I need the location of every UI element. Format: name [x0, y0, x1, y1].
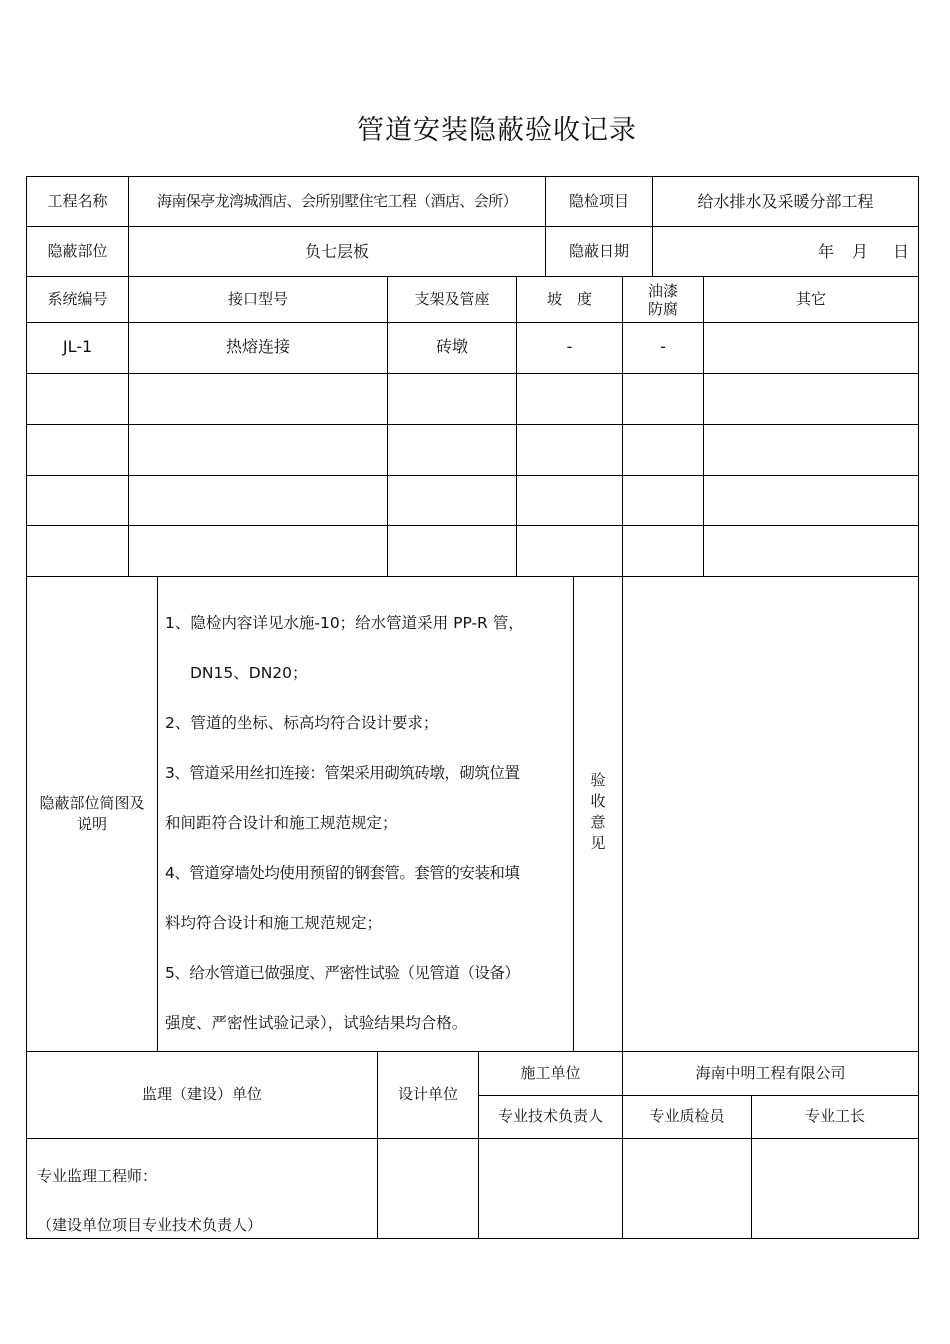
table-cell [622, 475, 704, 526]
design-signature-cell [377, 1138, 479, 1239]
table-cell [128, 373, 388, 425]
acceptance-label-text: 验收意见 [590, 771, 606, 852]
table-cell [26, 475, 129, 526]
row1-joint-type: 热熔连接 [225, 337, 290, 356]
table-cell [26, 424, 129, 476]
foreman-signature-cell [751, 1138, 919, 1239]
table-cell [128, 424, 388, 476]
description-line-5: 和间距符合设计和施工规范规定； [165, 814, 398, 832]
col-header-support: 支架及管座 [414, 290, 490, 309]
col-header-anticorrosion: 油漆 防腐 [647, 281, 678, 318]
col-header-joint-type: 接口型号 [227, 290, 288, 309]
col-header-other: 其它 [795, 290, 826, 309]
construction-company: 海南中明工程有限公司 [695, 1063, 846, 1082]
table-cell [703, 424, 919, 476]
construction-label: 施工单位 [520, 1063, 581, 1082]
owner-tech-lead-label: （建设单位项目专业技术负责人） [37, 1216, 263, 1234]
acceptance-content-cell [622, 576, 919, 1052]
description-label: 隐蔽部位简图及说明 [39, 794, 145, 833]
supervision-label: 监理（建设）单位 [141, 1084, 262, 1103]
table-cell [26, 373, 129, 425]
row1-slope: - [566, 337, 573, 356]
row1-system-no: JL-1 [62, 337, 93, 356]
document-title: 管道安装隐蔽验收记录 [357, 115, 637, 146]
quality-inspector-signature-cell [622, 1138, 752, 1239]
table-cell [622, 525, 704, 577]
table-cell [26, 525, 129, 577]
table-cell [703, 475, 919, 526]
row1-support: 砖墩 [435, 337, 468, 356]
table-cell [387, 373, 517, 425]
hidden-part-label: 隐蔽部位 [47, 242, 108, 261]
foreman-label: 专业工长 [804, 1107, 865, 1126]
description-text [165, 603, 570, 1053]
table-cell [516, 424, 623, 476]
table-cell [128, 525, 388, 577]
tech-lead-signature-cell [478, 1138, 623, 1239]
col-header-slope: 坡 度 [546, 290, 592, 309]
project-name-value: 海南保亭龙湾城酒店、会所别墅住宅工程（酒店、会所） [156, 192, 517, 211]
date-year: 年 [817, 241, 834, 261]
description-line-3: 2、管道的坐标、标高均符合设计要求； [165, 714, 439, 732]
quality-inspector-label: 专业质检员 [649, 1107, 725, 1126]
table-cell [387, 424, 517, 476]
description-line-8: 5、给水管道已做强度、严密性试验（见管道（设备） [165, 964, 520, 982]
table-cell [387, 525, 517, 577]
table-cell [622, 424, 704, 476]
table-cell [516, 373, 623, 425]
date-month: 月 [851, 241, 868, 261]
supervisor-engineer-label: 专业监理工程师： [37, 1167, 158, 1185]
date-day: 日 [892, 241, 909, 261]
inspection-item-label: 隐检项目 [568, 192, 629, 211]
description-line-1: 1、隐检内容详见水施-10；给水管道采用 PP-R 管， [165, 614, 524, 632]
description-line-2: DN15、DN20； [190, 664, 308, 682]
col-header-system-no: 系统编号 [47, 290, 108, 309]
hidden-date-cell [652, 226, 919, 277]
design-label: 设计单位 [397, 1084, 458, 1103]
row1-other [703, 322, 919, 372]
project-name-label: 工程名称 [47, 192, 108, 211]
row1-anticorrosion: - [660, 337, 666, 356]
table-cell [703, 373, 919, 425]
description-line-6: 4、管道穿墙处均使用预留的钢套管。套管的安装和填 [165, 864, 520, 882]
tech-lead-label: 专业技术负责人 [497, 1107, 603, 1126]
hidden-part-value: 负七层板 [304, 241, 369, 261]
table-cell [516, 525, 623, 577]
table-cell [703, 525, 919, 577]
table-cell [622, 373, 704, 425]
acceptance-label [574, 770, 622, 854]
table-cell [128, 475, 388, 526]
description-line-9: 强度、严密性试验记录），试验结果均合格。 [165, 1014, 468, 1032]
inspection-item-value: 给水排水及采暖分部工程 [697, 191, 874, 211]
table-cell [516, 475, 623, 526]
table-cell [387, 475, 517, 526]
hidden-date-label: 隐蔽日期 [568, 242, 629, 261]
description-line-4: 3、管道采用丝扣连接：管架采用砌筑砖墩，砌筑位置 [165, 764, 520, 782]
description-line-7: 料均符合设计和施工规范规定； [165, 914, 383, 932]
